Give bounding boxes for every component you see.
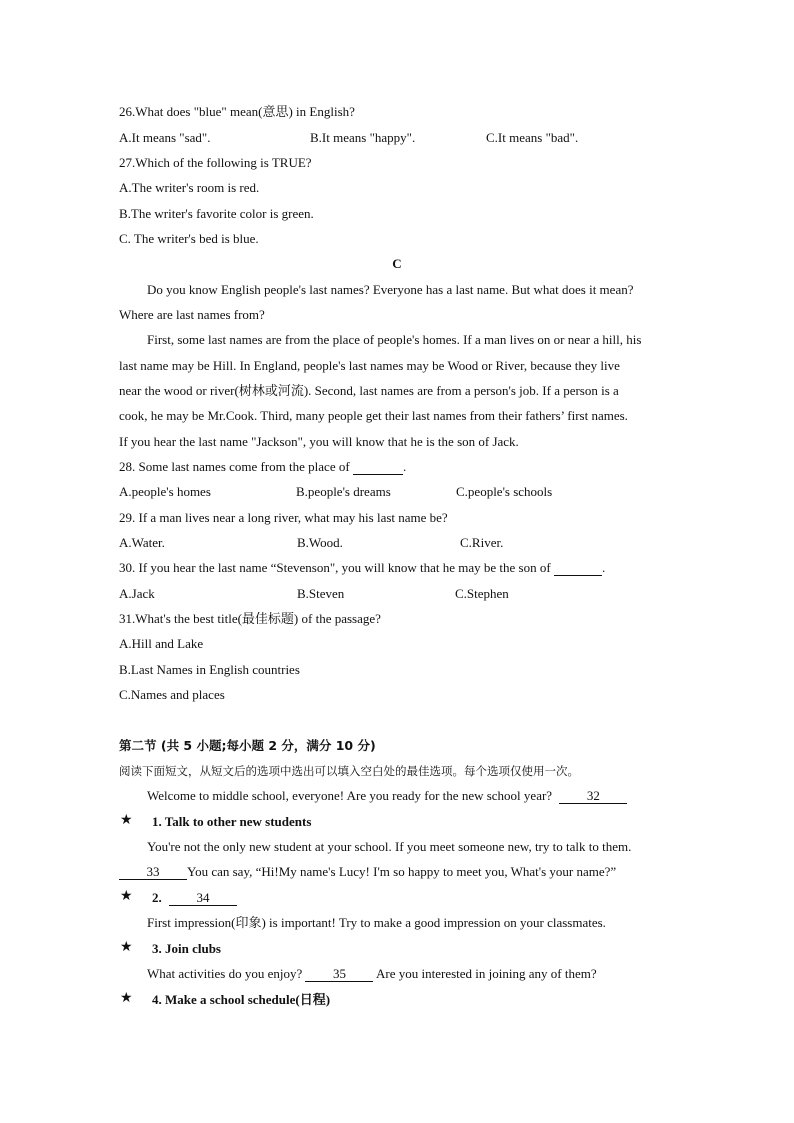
star-icon: ★ (120, 940, 133, 955)
q29-stem: 29. If a man lives near a long river, what may his last name be? (119, 510, 448, 525)
q26-stem: 26.What does "blue" mean(意思) in English? (119, 104, 355, 119)
heading-2-line (152, 890, 237, 906)
heading-2: 2. (152, 890, 162, 905)
q30-option-b: B.Steven (297, 586, 345, 601)
tip3-text-b: Are you interested in joining any of them? (376, 966, 597, 981)
passage-c-p2-line2: last name may be Hill. In England, people's last names may be Wood or River, because they live (119, 358, 620, 373)
q30-stem: 30. If you hear the last name “Stevenson", you will know that he may be the son of (119, 560, 551, 575)
blank-34: 34 (169, 891, 237, 906)
q26-option-b: B.It means "happy". (310, 130, 416, 145)
q27-option-b: B.The writer's favorite color is green. (119, 206, 314, 221)
blank-35: 35 (305, 967, 373, 982)
passage-c-p2-line4: cook, he may be Mr.Cook. Third, many people get their last names from their fathers’ first names. (119, 408, 628, 423)
star-icon: ★ (120, 813, 133, 828)
heading-3: 3. Join clubs (152, 941, 221, 956)
heading-1: 1. Talk to other new students (152, 814, 312, 829)
tip1-line2 (119, 864, 674, 880)
q28-end: . (402, 459, 407, 474)
q27-option-a: A.The writer's room is red. (119, 180, 260, 195)
q26-option-a: A.It means "sad". (119, 130, 211, 145)
q28-option-c: C.people's schools (456, 484, 553, 499)
q29-option-a: A.Water. (119, 535, 165, 550)
q30-option-c: C.Stephen (455, 586, 509, 601)
star-icon: ★ (120, 991, 133, 1006)
q31-option-b: B.Last Names in English countries (119, 662, 300, 677)
section2-instruction: 阅读下面短文，从短文后的选项中选出可以填入空白处的最佳选项。每个选项仅使用一次。 (119, 764, 579, 778)
tip2-line: First impression(印象) is important! Try to make a good impression on your classmates. (147, 915, 606, 930)
section2-title: 第二节 (共 5 小题;每小题 2 分，满分 10 分) (119, 738, 376, 753)
q29-option-c: C.River. (460, 535, 504, 550)
q28-option-b: B.people's dreams (296, 484, 391, 499)
tip1-line1: You're not the only new student at your school. If you meet someone new, try to talk to them. (147, 839, 632, 854)
q28-stem-line (119, 459, 674, 475)
q30-end: . (601, 560, 606, 575)
q30-option-a: A.Jack (119, 586, 155, 601)
q31-option-c: C.Names and places (119, 687, 225, 702)
q27-option-c: C. The writer's bed is blue. (119, 231, 259, 246)
q28-blank (353, 460, 403, 475)
section2-intro: Welcome to middle school, everyone! Are you ready for the new school year? (147, 788, 553, 803)
q27-stem: 27.Which of the following is TRUE? (119, 155, 312, 170)
q26-option-c: C.It means "bad". (486, 130, 579, 145)
section2-intro-line (147, 788, 674, 804)
passage-c-p2-line1: First, some last names are from the place of people's homes. If a man lives on or near a hill, his (147, 332, 642, 347)
q31-option-a: A.Hill and Lake (119, 636, 204, 651)
tip3-line (147, 966, 674, 982)
star-icon: ★ (120, 889, 133, 904)
q30-stem-line (119, 560, 674, 576)
q29-option-b: B.Wood. (297, 535, 343, 550)
passage-c-p2-line3: near the wood or river(树林或河流). Second, last names are from a person's job. If a person is a (119, 383, 619, 398)
q28-option-a: A.people's homes (119, 484, 211, 499)
tip3-text-a: What activities do you enjoy? (147, 966, 303, 981)
heading-4: 4. Make a school schedule(日程) (152, 992, 331, 1007)
q28-stem: 28. Some last names come from the place of (119, 459, 350, 474)
passage-c-p1-line2: Where are last names from? (119, 307, 265, 322)
tip1-text: You can say, “Hi!My name's Lucy! I'm so happy to meet you, What's your name?” (187, 864, 617, 879)
passage-c-p2-line5: If you hear the last name "Jackson", you will know that he is the son of Jack. (119, 434, 519, 449)
blank-33: 33 (119, 865, 187, 880)
passage-c-label: C (392, 256, 402, 271)
blank-32: 32 (559, 789, 627, 804)
q30-blank (554, 561, 602, 576)
q31-stem: 31.What's the best title(最佳标题) of the passage? (119, 611, 381, 626)
passage-c-p1-line1: Do you know English people's last names? Everyone has a last name. But what does it mean? (147, 282, 634, 297)
